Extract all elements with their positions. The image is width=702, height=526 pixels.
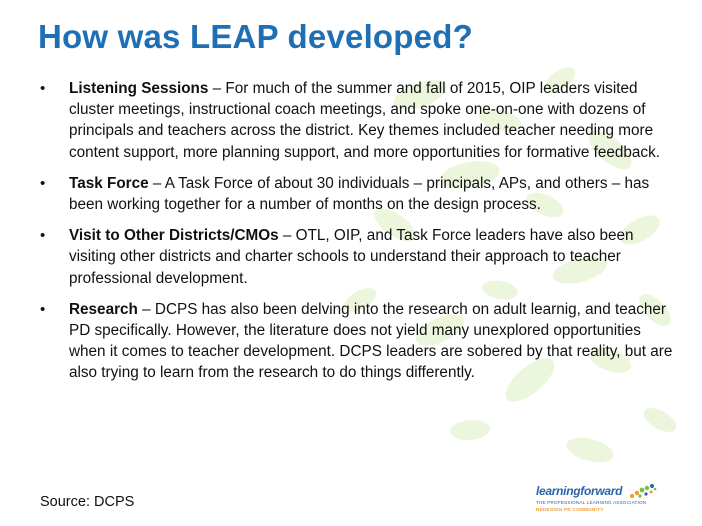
bullet-item-listening-sessions <box>40 78 680 163</box>
bullet-item-task-force <box>40 173 680 215</box>
bullet-item-visit-other-districts <box>40 225 680 289</box>
logo-dots-icon <box>628 482 658 500</box>
learning-forward-logo <box>532 482 682 520</box>
bullet-text: – DCPS has also been delving into the research on adult learnig, and teacher PD specifically. However, the literature does not yield many unexplored opportunities when it comes to teacher development. DCPS leaders are sobered by that reality, but are also trying to learn from the research to do things differently. <box>69 300 673 382</box>
logo-community-label: REDESIGN PD COMMUNITY <box>536 507 604 512</box>
source-citation: Source: DCPS <box>40 494 135 510</box>
bullet-marker: • <box>40 174 46 192</box>
bullet-marker: • <box>40 227 46 245</box>
logo-tagline: THE PROFESSIONAL LEARNING ASSOCIATION <box>536 500 647 505</box>
bullet-heading: Listening Sessions <box>69 80 209 97</box>
slide-title: How was LEAP developed? <box>38 18 473 55</box>
bullet-list <box>40 78 680 394</box>
logo-wordmark: learningforward <box>536 484 623 498</box>
bullet-heading: Task Force <box>69 174 149 192</box>
bullet-heading: Research <box>69 300 138 318</box>
bullet-item-research <box>40 299 680 384</box>
bullet-text: – OTL, OIP, and Task Force leaders have also been visiting other districts and charter schools to understand their approach to teacher professional development. <box>69 227 634 287</box>
bullet-heading: Visit to Other Districts/CMOs <box>69 227 279 245</box>
bullet-marker: • <box>40 300 46 318</box>
bullet-text: – For much of the summer and fall of 2015, OIP leaders visited cluster meetings, instructional coach meetings, and spoke one-on-one with dozens of principals and teachers across the district. Key themes included teacher needing more content support, more planning support, and more opportunities for formative feedback. <box>69 80 660 161</box>
bullet-marker: • <box>40 80 46 97</box>
bullet-text: – A Task Force of about 30 individuals – principals, APs, and others – has been working together for a number of months on the design process. <box>69 174 650 214</box>
